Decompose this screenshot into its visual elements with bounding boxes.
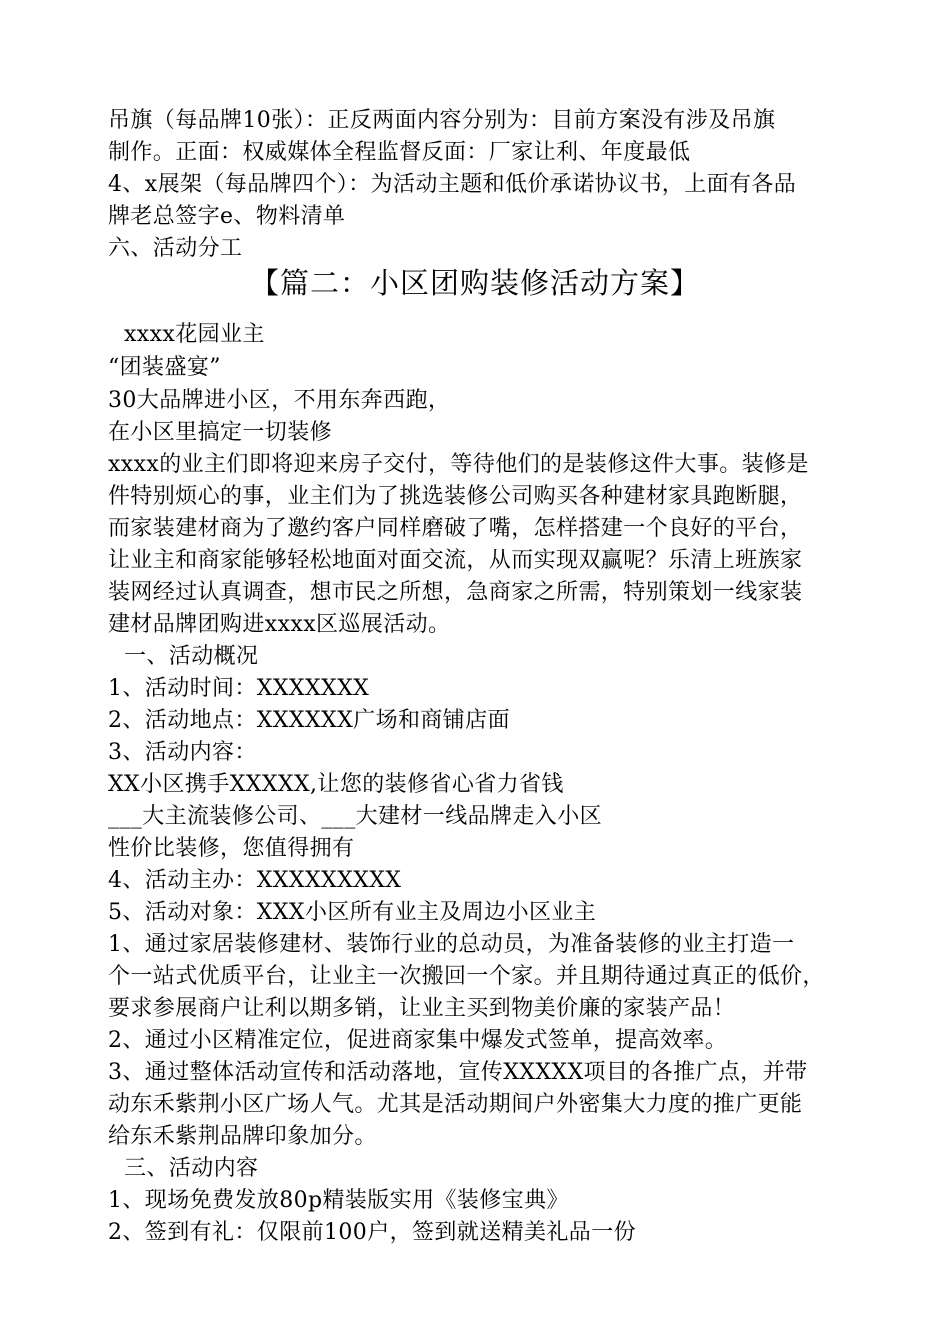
list-item: 4、活动主办：XXXXXXXXX <box>108 868 402 893</box>
paragraph-line: 建材品牌团购进xxxx区巡展活动。 <box>108 612 451 637</box>
list-item: 5、活动对象：XXX小区所有业主及周边小区业主 <box>108 900 597 925</box>
list-item: 1、通过家居装修建材、装饰行业的总动员，为准备装修的业主打造一 <box>108 932 795 957</box>
list-item: 2、签到有礼：仅限前100户，签到就送精美礼品一份 <box>108 1220 636 1245</box>
paragraph-line: 要求参展商户让利以期多销，让业主买到物美价廉的家装产品！ <box>108 996 736 1021</box>
paragraph-line: 牌老总签字e、物料清单 <box>108 204 346 229</box>
paragraph-line: xxxx花园业主 <box>124 322 265 347</box>
section-heading: 【篇二：小区团购装修活动方案】 <box>249 266 700 300</box>
paragraph-line: ___大主流装修公司、___大建材一线品牌走入小区 <box>108 804 603 829</box>
list-item: 1、活动时间：XXXXXXX <box>108 676 370 701</box>
paragraph-line: 个一站式优质平台，让业主一次搬回一个家。并且期待通过真正的低价， <box>108 964 825 989</box>
paragraph-line: 性价比装修，您值得拥有 <box>108 836 355 861</box>
section-label: 一、活动概况 <box>124 644 259 669</box>
paragraph-line: 装网经过认真调查，想市民之所想，急商家之所需，特别策划一线家装 <box>108 580 803 605</box>
paragraph-line: 给东禾紫荆品牌印象加分。 <box>108 1124 377 1149</box>
paragraph-line: 件特别烦心的事，业主们为了挑选装修公司购买各种建材家具跑断腿， <box>108 484 803 509</box>
list-item: 3、活动内容： <box>108 740 257 765</box>
list-item: 3、通过整体活动宣传和活动落地，宣传XXXXX项目的各推广点，并带 <box>108 1060 808 1085</box>
paragraph-line: 吊旗（每品牌10张）：正反两面内容分别为：目前方案没有涉及吊旗 <box>108 108 776 133</box>
list-item: 2、活动地点：XXXXXX广场和商铺店面 <box>108 708 510 733</box>
list-item: 1、现场免费发放80p精装版实用《装修宝典》 <box>108 1188 569 1213</box>
paragraph-line: 而家装建材商为了邀约客户同样磨破了嘴，怎样搭建一个良好的平台， <box>108 516 803 541</box>
section-label: 六、活动分工 <box>108 236 243 261</box>
list-item: 2、通过小区精准定位，促进商家集中爆发式签单，提高效率。 <box>108 1028 728 1053</box>
paragraph-line: “团装盛宴” <box>108 355 221 380</box>
paragraph-line: 30大品牌进小区，不用东奔西跑， <box>108 388 451 413</box>
paragraph-line: 在小区里搞定一切装修 <box>108 420 333 445</box>
paragraph-line: 4、x展架（每品牌四个）：为活动主题和低价承诺协议书，上面有各品 <box>108 172 797 197</box>
section-label: 三、活动内容 <box>124 1156 259 1181</box>
paragraph-line: XX小区携手XXXXX,让您的装修省心省力省钱 <box>108 772 564 797</box>
paragraph-line: xxxx的业主们即将迎来房子交付，等待他们的是装修这件大事。装修是 <box>108 452 809 477</box>
paragraph-line: 让业主和商家能够轻松地面对面交流，从而实现双赢呢？乐清上班族家 <box>108 548 803 573</box>
paragraph-line: 动东禾紫荆小区广场人气。尤其是活动期间户外密集大力度的推广更能 <box>108 1092 803 1117</box>
paragraph-line: 制作。正面：权威媒体全程监督反面：厂家让利、年度最低 <box>108 140 691 165</box>
